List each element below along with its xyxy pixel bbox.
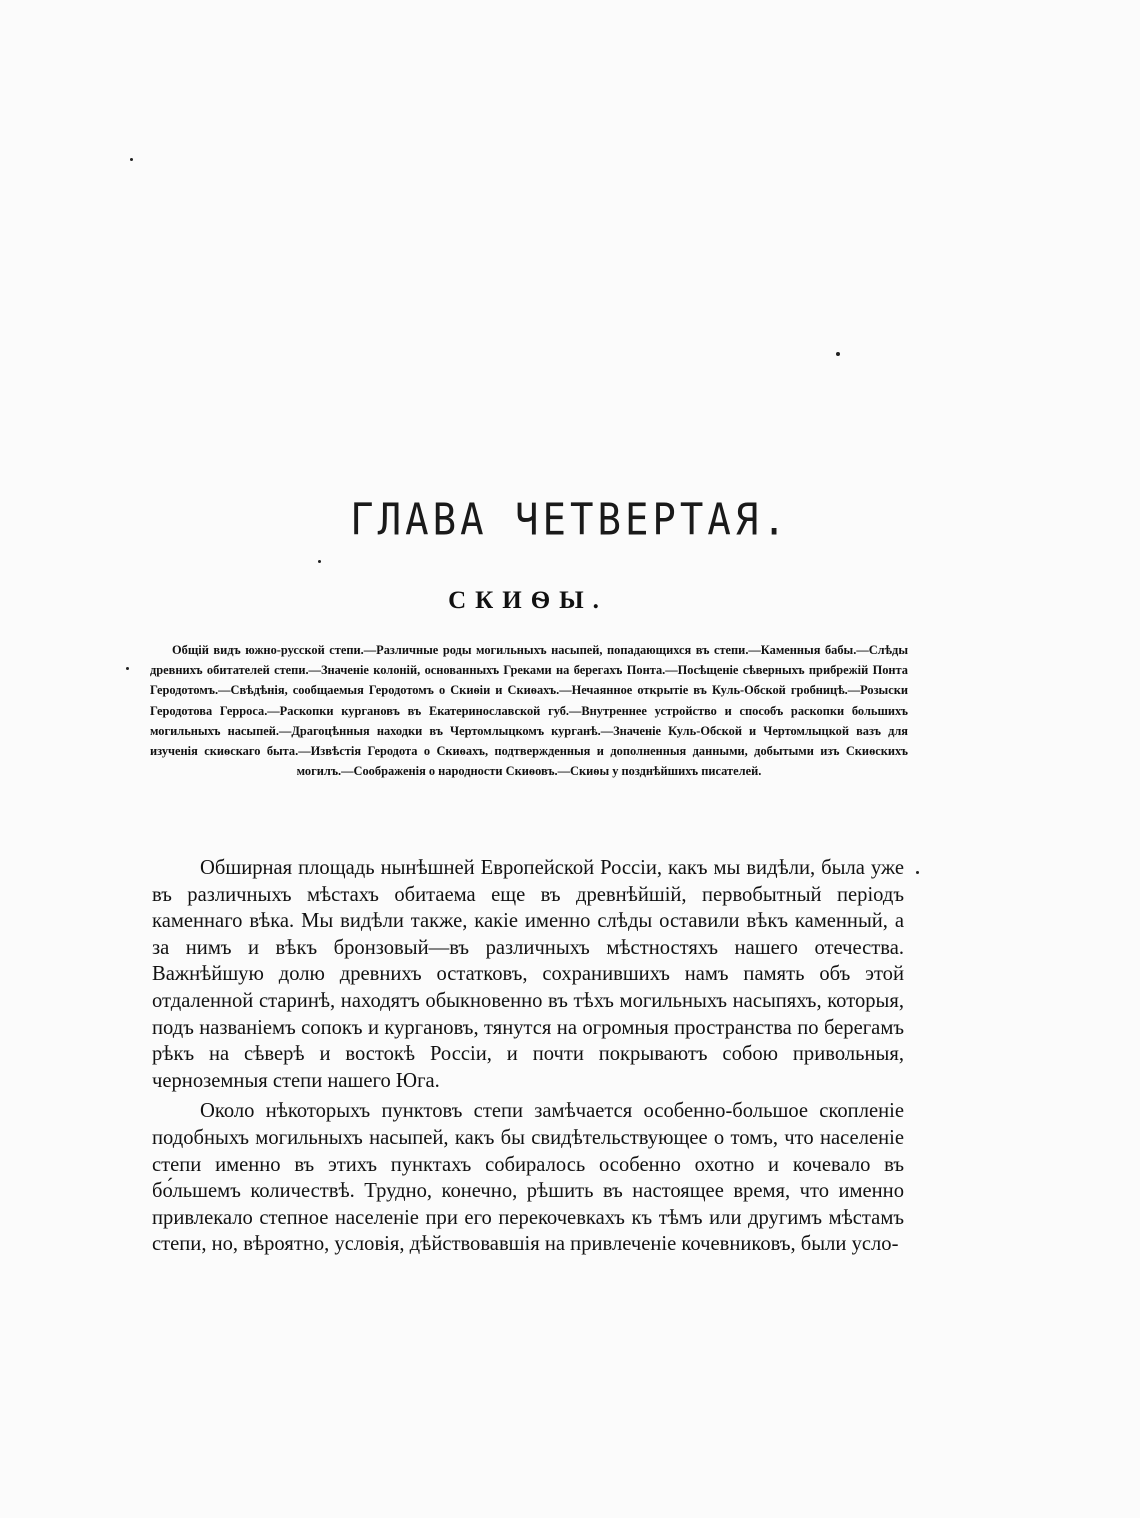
scan-speck	[318, 560, 321, 563]
scan-speck	[836, 352, 840, 356]
scan-speck	[130, 158, 133, 161]
chapter-summary: Общій видъ южно-русской степи.—Различные роды могильныхъ насыпей, попадающихся въ степи.—Каменныя бабы.—Слѣды древнихъ обитателей степи.—Значеніе колоній, основанныхъ Греками на берегахъ Понта.—Посѣщеніе сѣверныхъ прибрежій Понта Геродотомъ.—Свѣдѣнія, сообщаемыя Геродотомъ о Скиѳіи и Скиѳахъ.—Нечаянное открытіе въ Куль-Обской гробницѣ.—Розыски Геродотова Герроса.—Раскопки кургановъ въ Екатеринославской губ.—Внутреннее устройство и способъ раскопки большихъ могильныхъ насыпей.—Драгоцѣнныя находки въ Чертомлыцкомъ курганѣ.—Значеніе Куль-Обской и Чертомлыцкой вазъ для изученія скиѳскаго быта.—Извѣстія Геродота о Скиѳахъ, подтвержденныя и дополненныя данными, добытыми изъ Скиѳскихъ могилъ.—Соображенія о народности Скиѳовъ.—Скиѳы у позднѣйшихъ писателей.	[150, 643, 908, 779]
scan-speck	[916, 871, 919, 874]
chapter-title: ГЛАВА ЧЕТВЕРТАЯ.	[350, 495, 790, 546]
chapter-subtitle: СКИѲЫ.	[448, 587, 608, 614]
scan-speck	[126, 667, 129, 670]
paragraph: Обширная площадь нынѣшней Европейской Россіи, какъ мы видѣли, была уже въ различныхъ мѣстахъ обитаема еще въ древнѣйшій, первобытный періодъ каменнаго вѣка. Мы видѣли также, какіе именно слѣды оставили вѣкъ каменный, а за нимъ и вѣкъ бронзовый—въ различныхъ мѣстностяхъ нашего отечества. Важнѣйшую долю древнихъ остатковъ, сохранившихъ намъ память объ этой отдаленной старинѣ, находятъ обыкновенно въ тѣхъ могильныхъ насыпяхъ, которыя, подъ названіемъ сопокъ и кургановъ, тянутся на огромныя пространства по берегамъ рѣкъ на сѣверѣ и востокѣ Россіи, и почти покрываютъ собою привольныя, черноземныя степи нашего Юга.	[152, 857, 904, 1092]
paragraph: Около нѣкоторыхъ пунктовъ степи замѣчается особенно-большое скопленіе подобныхъ могильныхъ насыпей, какъ бы свидѣтельствующее о томъ, что населеніе степи именно въ этихъ пунктахъ собиралось особенно охотно и кочевало въ бо́льшемъ количествѣ. Трудно, конечно, рѣшить въ настоящее время, что именно привлекало степное населеніе при его перекочевкахъ къ тѣмъ или другимъ мѣстамъ степи, но, вѣроятно, условія, дѣйствовавшія на привлеченіе кочевниковъ, были усло-	[152, 1100, 904, 1256]
body-text	[152, 855, 904, 1262]
